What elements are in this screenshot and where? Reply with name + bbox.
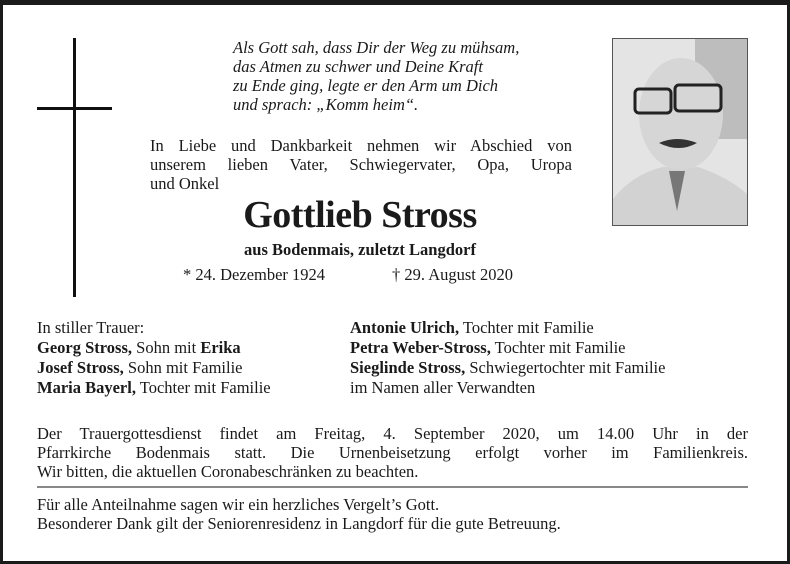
quote-line: und sprach: „Komm heim“. xyxy=(233,95,419,114)
mourners-closing: im Namen aller Verwandten xyxy=(350,378,536,397)
quote-line: zu Ende ging, legte er den Arm um Dich xyxy=(233,76,499,95)
deceased-name: Gottlieb Stross xyxy=(243,194,477,236)
divider xyxy=(37,486,748,488)
service-line: Der Trauergottesdienst findet am Freitag, 4. September 2020, um 14.00 Uhr in der xyxy=(37,424,748,443)
thanks-line: Für alle Anteilnahme sagen wir ein herzliches Vergelt’s Gott. xyxy=(37,495,440,514)
intro-line: und Onkel xyxy=(150,174,220,193)
quote-line: Als Gott sah, dass Dir der Weg zu mühsam, xyxy=(233,38,520,57)
mourner-entry: Antonie Ulrich, Tochter mit Familie xyxy=(350,318,594,337)
quote-line: das Atmen zu schwer und Deine Kraft xyxy=(233,57,483,76)
mourner-entry: Maria Bayerl, Tochter mit Familie xyxy=(37,378,271,397)
intro-line: unserem lieben Vater, Schwiegervater, Opa, Uropa xyxy=(150,155,572,174)
mourner-entry: Sieglinde Stross, Schwiegertochter mit Familie xyxy=(350,358,666,377)
deceased-origin: aus Bodenmais, zuletzt Langdorf xyxy=(244,240,476,259)
thanks-line: Besonderer Dank gilt der Seniorenresidenz in Langdorf für die gute Betreuung. xyxy=(37,514,561,533)
intro-line: In Liebe und Dankbarkeit nehmen wir Abschied von xyxy=(150,136,572,155)
cross-icon-bar xyxy=(37,107,112,110)
portrait-photo xyxy=(612,38,748,226)
death-date: † 29. August 2020 xyxy=(392,265,514,284)
mourners-heading: In stiller Trauer: xyxy=(37,318,145,337)
cross-icon xyxy=(73,38,76,297)
service-line: Wir bitten, die aktuellen Coronabeschränken zu beachten. xyxy=(37,462,419,481)
mourner-entry: Petra Weber-Stross, Tochter mit Familie xyxy=(350,338,626,357)
birth-date: * 24. Dezember 1924 xyxy=(183,265,326,284)
mourner-entry: Josef Stross, Sohn mit Familie xyxy=(37,358,243,377)
service-line: Pfarrkirche Bodenmais statt. Die Urnenbeisetzung erfolgt vorher im Familienkreis. xyxy=(37,443,748,462)
mourner-entry: Georg Stross, Sohn mit Erika xyxy=(37,338,241,357)
